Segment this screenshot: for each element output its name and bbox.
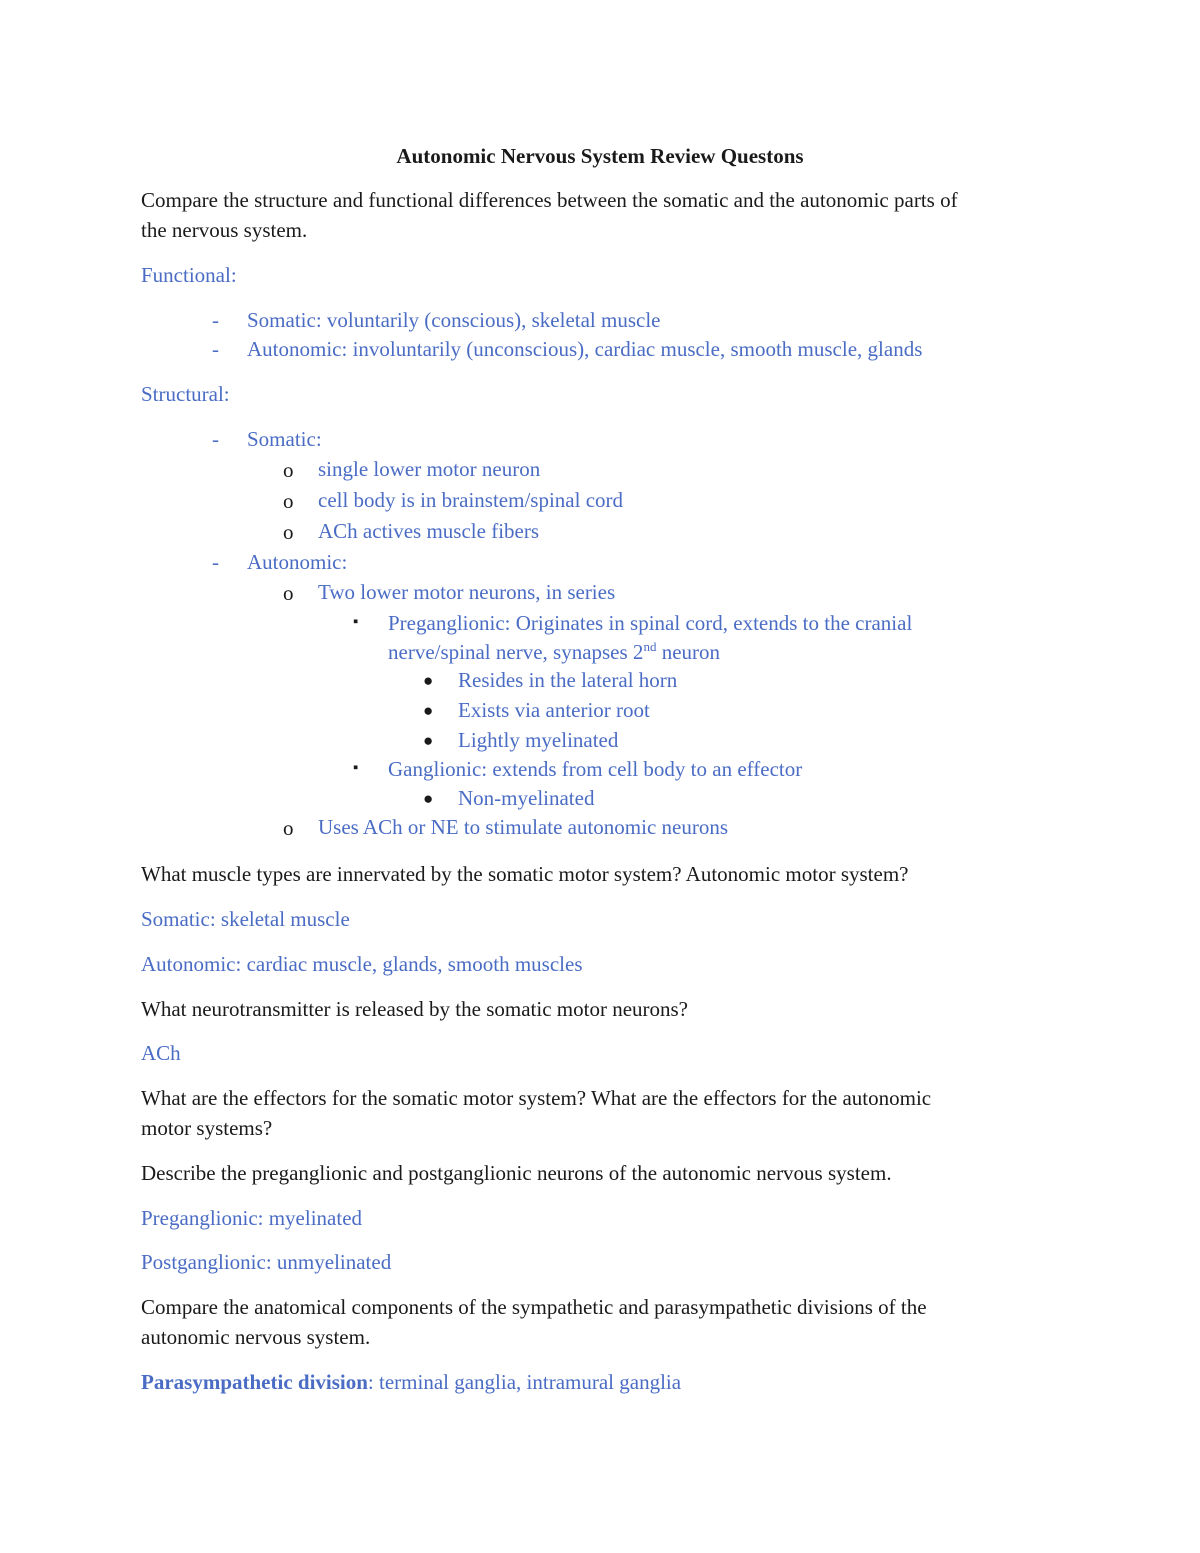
ganglionic-line: Ganglionic: extends from cell body to an effector <box>388 757 803 781</box>
answer-6-label: Parasympathetic division <box>141 1370 368 1394</box>
question-4-line-2: motor systems? <box>141 1116 273 1140</box>
question-6-line-1: Compare the anatomical components of the sympathetic and parasympathetic divisions of the <box>141 1295 927 1319</box>
functional-somatic: Somatic: voluntarily (conscious), skeletal muscle <box>247 308 661 332</box>
circle-bullet: o <box>283 489 294 513</box>
answer-5-postganglionic: Postganglionic: unmyelinated <box>141 1250 392 1274</box>
autonomic-uses: Uses ACh or NE to stimulate autonomic neurons <box>318 815 729 839</box>
functional-autonomic: Autonomic: involuntarily (unconscious), cardiac muscle, smooth muscle, glands <box>247 337 923 361</box>
structural-somatic-label: Somatic: <box>247 427 322 451</box>
question-3: What neurotransmitter is released by the somatic motor neurons? <box>141 997 688 1021</box>
dash-bullet: - <box>212 308 219 332</box>
functional-heading: Functional: <box>141 263 237 287</box>
somatic-item: single lower motor neuron <box>318 457 541 481</box>
circle-bullet: o <box>283 458 294 482</box>
dash-bullet: - <box>212 337 219 361</box>
question-6-line-2: autonomic nervous system. <box>141 1325 371 1349</box>
square-bullet: ▪ <box>353 614 359 630</box>
answer-2-somatic: Somatic: skeletal muscle <box>141 907 350 931</box>
preganglionic-detail: Resides in the lateral horn <box>458 668 678 692</box>
answer-6-text: : terminal ganglia, intramural ganglia <box>367 1370 682 1394</box>
ordinal-superscript: nd <box>643 639 657 654</box>
structural-heading: Structural: <box>141 382 230 406</box>
answer-5-preganglionic: Preganglionic: myelinated <box>141 1206 363 1230</box>
round-bullet: ● <box>423 671 434 690</box>
autonomic-two-neurons: Two lower motor neurons, in series <box>318 580 616 604</box>
round-bullet: ● <box>423 789 434 808</box>
dash-bullet: - <box>212 427 219 451</box>
preganglionic-line-2: nerve/spinal nerve, synapses 2nd neuron <box>388 639 721 664</box>
question-4-line-1: What are the effectors for the somatic motor system? What are the effectors for the autonomic <box>141 1086 932 1110</box>
circle-bullet: o <box>283 581 294 605</box>
circle-bullet: o <box>283 520 294 544</box>
question-5: Describe the preganglionic and postganglionic neurons of the autonomic nervous system. <box>141 1161 892 1185</box>
circle-bullet: o <box>283 816 294 840</box>
ganglionic-detail: Non-myelinated <box>458 786 595 810</box>
preganglionic-detail: Lightly myelinated <box>458 728 619 752</box>
round-bullet: ● <box>423 731 434 750</box>
document-title: Autonomic Nervous System Review Questons <box>396 144 804 168</box>
answer-2-autonomic: Autonomic: cardiac muscle, glands, smooth muscles <box>141 952 583 976</box>
preganglionic-detail: Exists via anterior root <box>458 698 650 722</box>
question-1-line-2: the nervous system. <box>141 218 308 242</box>
answer-6 <box>141 1372 681 1393</box>
round-bullet: ● <box>423 701 434 720</box>
structural-autonomic-label: Autonomic: <box>247 550 348 574</box>
somatic-item: ACh actives muscle fibers <box>318 519 540 543</box>
question-1-line-1: Compare the structure and functional differences between the somatic and the autonomic parts of <box>141 188 958 212</box>
somatic-item: cell body is in brainstem/spinal cord <box>318 488 624 512</box>
preganglionic-line-1: Preganglionic: Originates in spinal cord, extends to the cranial <box>388 611 913 635</box>
square-bullet: ▪ <box>353 760 359 776</box>
question-2: What muscle types are innervated by the somatic motor system? Autonomic motor system? <box>141 862 909 886</box>
dash-bullet: - <box>212 550 219 574</box>
answer-3: ACh <box>141 1041 181 1065</box>
